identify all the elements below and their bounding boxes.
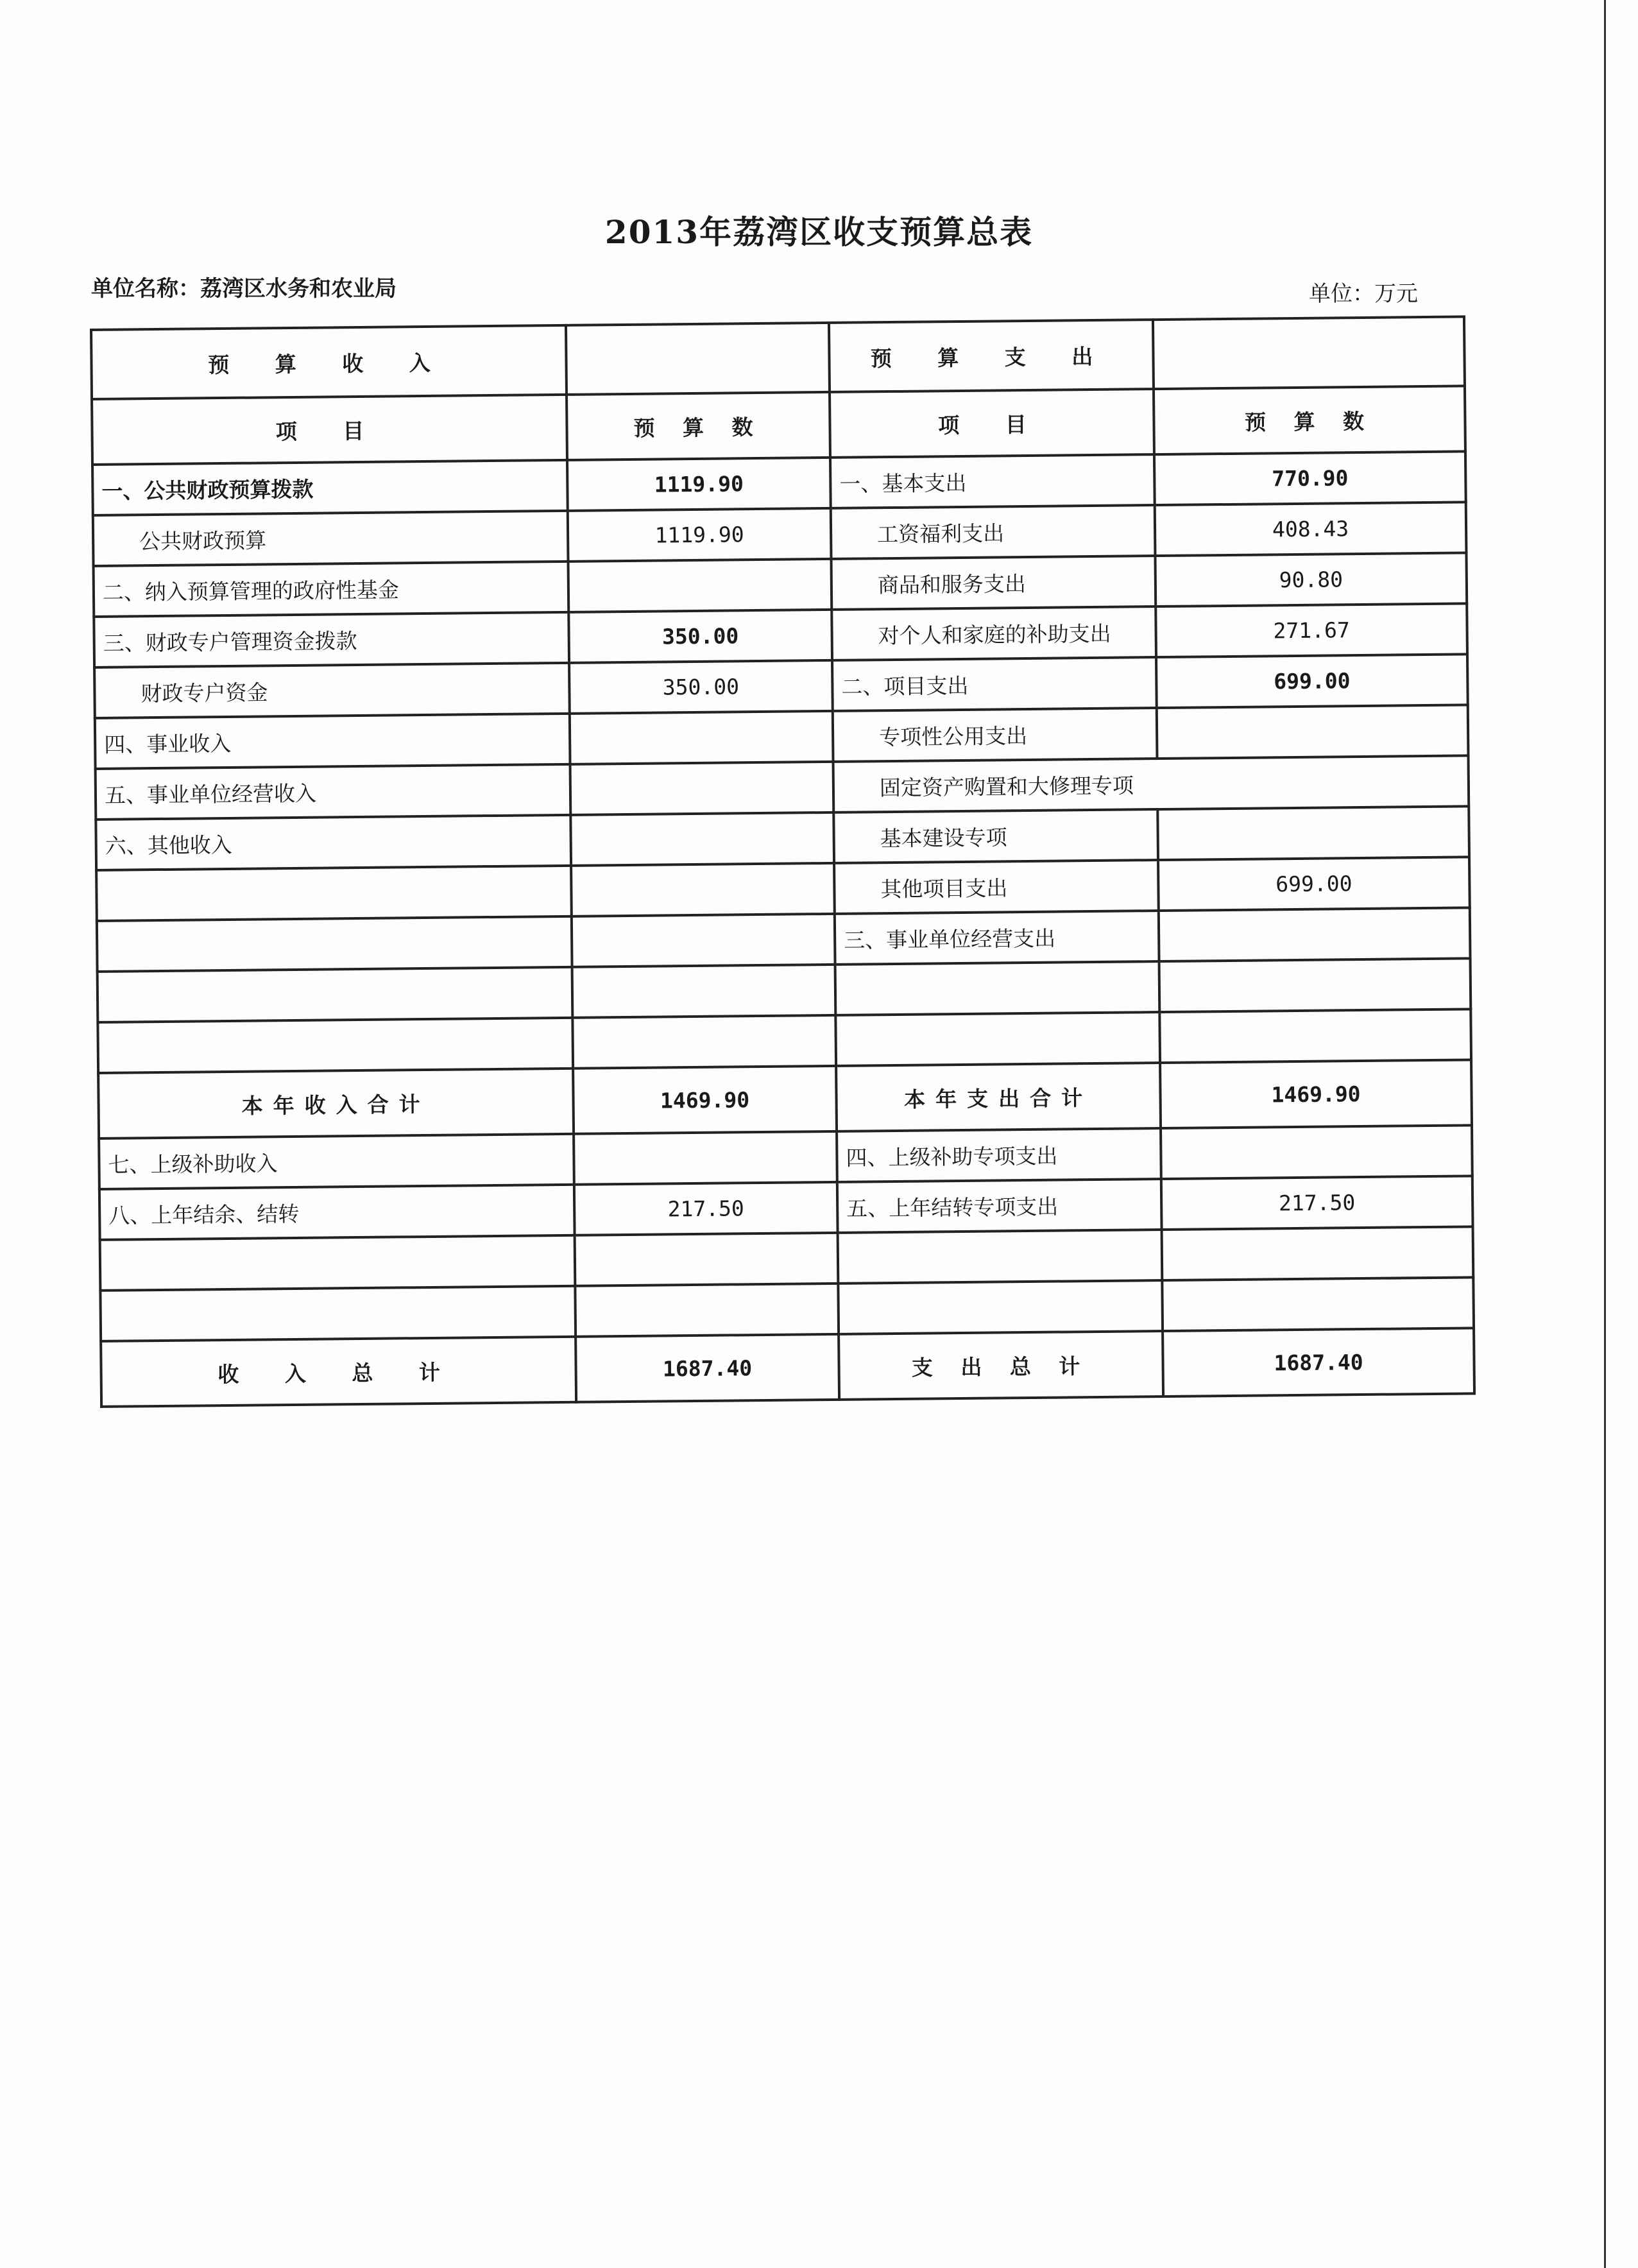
empty-cell [566, 323, 830, 395]
section-header-row [91, 316, 1465, 399]
income-item: 二、纳入预算管理的政府性基金 [94, 562, 569, 617]
expense-item-header: 项 目 [830, 389, 1154, 458]
income-subtotal-label: 本年收入合计 [98, 1069, 574, 1138]
expense-value: 408.43 [1155, 502, 1467, 556]
income-value: 350.00 [568, 610, 832, 663]
income-item: 八、上年结余、结转 [99, 1185, 575, 1240]
scan-edge-line [1604, 0, 1606, 2268]
income-value [572, 965, 836, 1018]
income-value [570, 812, 834, 866]
income-value [570, 711, 833, 764]
expense-value [1161, 1125, 1472, 1179]
income-item: 四、事业收入 [95, 714, 570, 769]
expense-item: 对个人和家庭的补助支出 [832, 606, 1156, 660]
expense-item: 一、基本支出 [830, 454, 1155, 508]
expense-item: 四、上级补助专项支出 [837, 1128, 1161, 1182]
expense-item: 五、上年结转专项支出 [837, 1179, 1162, 1233]
income-item [98, 967, 573, 1022]
expense-total-value: 1687.40 [1163, 1328, 1474, 1396]
income-value [575, 1284, 839, 1337]
income-value: 1119.90 [568, 508, 832, 562]
income-item-header: 项 目 [92, 395, 567, 465]
income-item: 财政专户资金 [94, 663, 570, 718]
income-value [574, 1131, 837, 1185]
expense-total-label: 支 出 总 计 [839, 1331, 1163, 1400]
income-item: 一、公共财政预算拨款 [92, 460, 568, 515]
income-value [568, 559, 832, 612]
expense-item [838, 1230, 1163, 1284]
expense-item: 工资福利支出 [831, 505, 1156, 559]
income-subtotal-value: 1469.90 [573, 1066, 837, 1134]
income-item [97, 916, 572, 972]
expense-item [838, 1280, 1163, 1334]
income-item: 七、上级补助收入 [99, 1134, 574, 1189]
income-total-label: 收 入 总 计 [101, 1337, 576, 1407]
unit-label: 单位：万元 [1309, 281, 1418, 307]
income-value [570, 762, 834, 815]
expense-item: 基本建设专项 [833, 809, 1158, 863]
expense-value: 770.90 [1154, 451, 1466, 505]
expense-subtotal-value: 1469.90 [1160, 1060, 1472, 1128]
budget-table [90, 315, 1476, 1408]
income-item: 三、财政专户管理资金拨款 [94, 612, 569, 667]
expense-item [835, 1012, 1160, 1066]
income-item: 公共财政预算 [93, 511, 568, 566]
income-item [100, 1286, 576, 1341]
income-item [98, 1018, 573, 1073]
empty-cell [1153, 316, 1465, 389]
expense-item: 三、事业单位经营支出 [835, 911, 1159, 965]
income-item [96, 866, 572, 921]
unit-name: 单位名称：荔湾区水务和农业局 [91, 276, 397, 302]
expense-value: 699.00 [1156, 654, 1468, 708]
expense-value [1159, 1009, 1471, 1063]
expense-value: 699.00 [1158, 857, 1470, 911]
income-item [100, 1235, 576, 1291]
expense-value: 271.67 [1156, 603, 1467, 657]
expense-value [1159, 958, 1471, 1012]
expense-item [835, 961, 1160, 1015]
expense-value [1157, 705, 1469, 759]
page-title: 2013年荔湾区收支预算总表 [604, 213, 1034, 251]
expense-value: 90.80 [1155, 553, 1467, 606]
income-value: 1119.90 [567, 458, 831, 511]
expense-value [1159, 907, 1471, 961]
total-row [101, 1328, 1474, 1407]
income-value [575, 1233, 839, 1286]
income-item: 六、其他收入 [96, 815, 571, 870]
income-value [572, 914, 835, 967]
income-item: 五、事业单位经营收入 [96, 764, 571, 820]
income-total-value: 1687.40 [576, 1334, 839, 1402]
income-amount-header: 预 算 数 [567, 392, 830, 460]
income-value: 350.00 [569, 660, 833, 714]
expense-section-header: 预 算 支 出 [829, 320, 1154, 392]
expense-item: 专项性公用支出 [833, 708, 1157, 762]
expense-item: 商品和服务支出 [831, 556, 1156, 610]
income-value [571, 863, 835, 916]
income-value [572, 1015, 836, 1069]
expense-subtotal-label: 本年支出合计 [836, 1063, 1161, 1131]
expense-value: 217.50 [1161, 1176, 1473, 1230]
income-value: 217.50 [574, 1182, 838, 1235]
expense-item: 二、项目支出 [832, 657, 1157, 711]
expense-amount-header: 预 算 数 [1154, 386, 1465, 454]
expense-value [1162, 1226, 1474, 1280]
expense-item: 其他项目支出 [834, 860, 1159, 914]
income-section-header: 预 算 收 入 [91, 325, 567, 399]
expense-value [1162, 1277, 1474, 1331]
expense-value [1157, 806, 1469, 860]
expense-item: 固定资产购置和大修理专项 [833, 755, 1469, 812]
